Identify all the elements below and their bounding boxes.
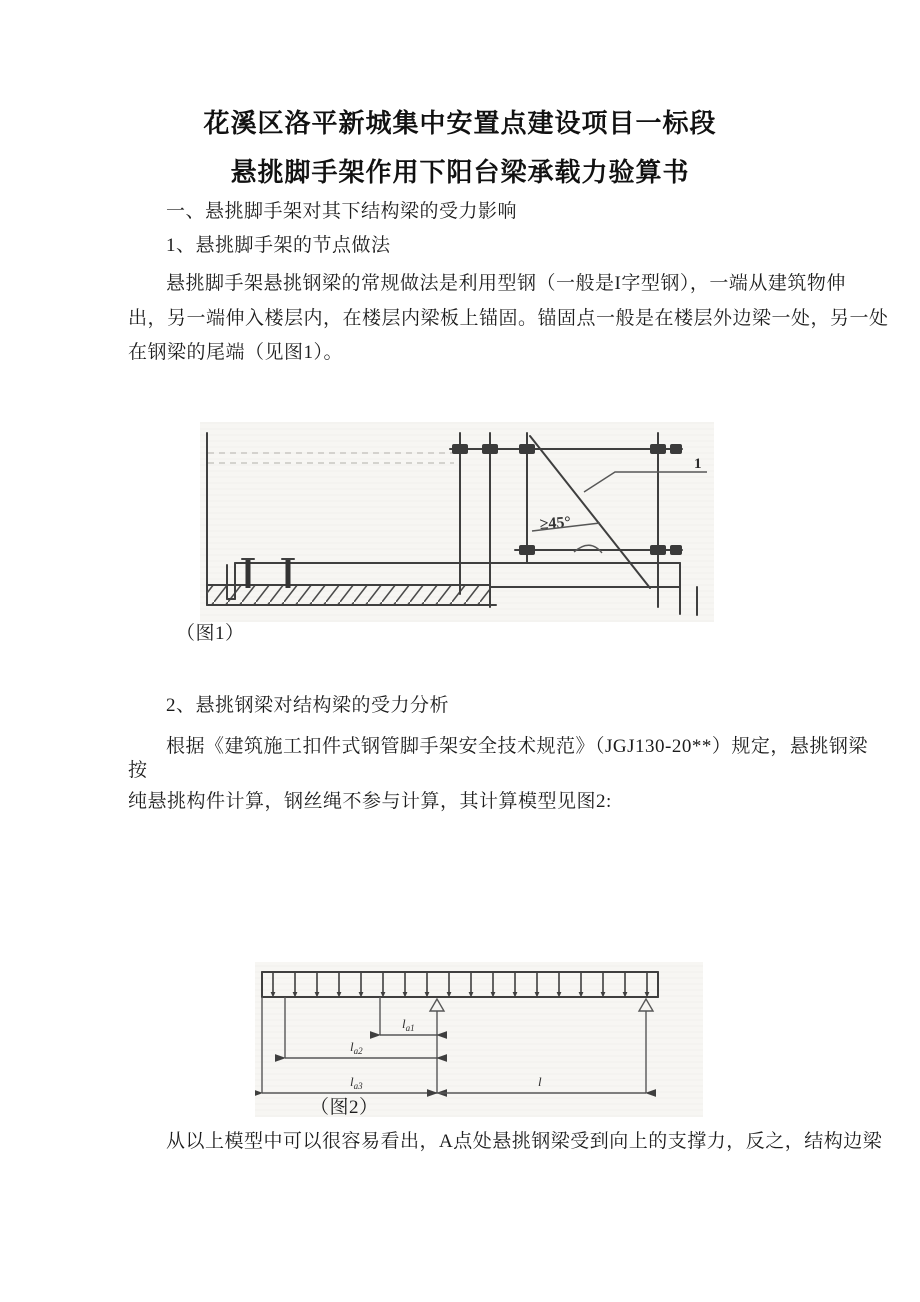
- paragraph2-line1: 根据《建筑施工扣件式钢管脚手架安全技术规范》（JGJ130-20**）规定，悬挑钢梁: [166, 736, 868, 757]
- slab-hatching: [207, 586, 490, 604]
- figure1-drawing: [200, 422, 714, 622]
- paragraph1-line1: 悬挑脚手架悬挑钢梁的常规做法是利用型钢（一般是I字型钢），一端从建筑物伸: [166, 273, 846, 294]
- figure2-drawing: [255, 962, 703, 1117]
- leader-line: [584, 472, 707, 492]
- heading-sub1: 1、悬挑脚手架的节点做法: [166, 235, 391, 256]
- figure1-scaffold-node-sketch: [200, 422, 714, 622]
- dim-label-4: l: [538, 1074, 542, 1089]
- paragraph1-line2: 出，另一端伸入楼层内，在楼层内梁板上锚固。锚固点一般是在楼层外边梁一处，另一处: [128, 308, 889, 329]
- document-title-line2: 悬挑脚手架作用下阳台梁承载力验算书: [230, 158, 690, 187]
- support-B-triangle: [639, 999, 653, 1011]
- figure2-caption: （图2）: [310, 1097, 379, 1118]
- figure2-beam-model: [255, 962, 703, 1117]
- paragraph1-line3: 在钢梁的尾端（见图1）。: [128, 342, 344, 363]
- paragraph2-line2: 按: [128, 760, 148, 781]
- dim-label-1: $l_{a1}$: [402, 1016, 415, 1033]
- dim-label-3: $l_{a3}$: [350, 1074, 363, 1091]
- support-A-triangle: [430, 999, 444, 1011]
- figure1-caption: （图1）: [176, 623, 245, 644]
- paragraph3-line1: 从以上模型中可以很容易看出，A点处悬挑钢梁受到向上的支撑力，反之，结构边梁: [166, 1131, 883, 1152]
- heading-sub2: 2、悬挑钢梁对结构梁的受力分析: [166, 695, 450, 716]
- document-title-line1: 花溪区洛平新城集中安置点建设项目一标段: [203, 109, 717, 138]
- dim-label-2: $l_{a2}$: [350, 1039, 363, 1056]
- paragraph2-line3: 纯悬挑构件计算，钢丝绳不参与计算，其计算模型见图2:: [128, 791, 612, 812]
- heading-section1: 一、悬挑脚手架对其下结构梁的受力影响: [166, 201, 518, 222]
- figure1-callout-label: 1: [694, 456, 702, 472]
- diagonal-tie: [530, 436, 650, 588]
- uniform-load-arrows: [262, 972, 658, 998]
- figure1-angle-label: ≥45°: [539, 513, 572, 533]
